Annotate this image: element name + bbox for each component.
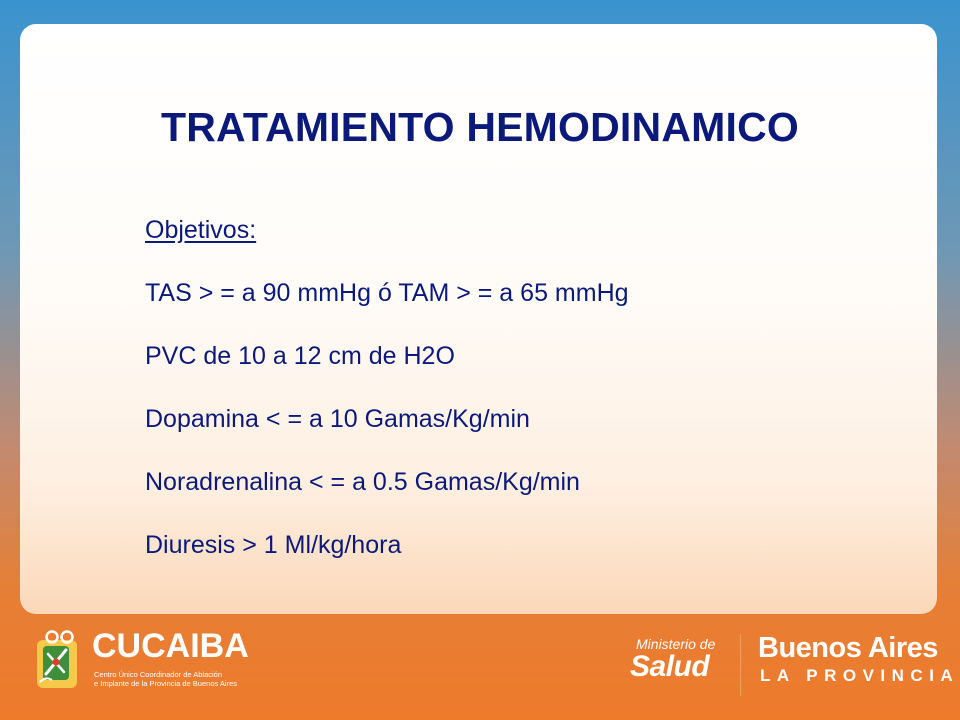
cucaiba-name: CUCAIBA [92,627,249,665]
objective-item: TAS > = a 90 mmHg ó TAM > = a 65 mmHg [145,279,629,307]
objective-item: Noradrenalina < = a 0.5 Gamas/Kg/min [145,468,580,496]
cucaiba-subtitle-line: Centro Único Coordinador de Ablación [94,670,222,679]
cucaiba-subtitle [94,670,237,688]
buenos-aires-logo: Buenos Aires [758,632,938,664]
footer-bar [0,614,960,720]
objective-item: PVC de 10 a 12 cm de H2O [145,342,455,370]
objectives-heading: Objetivos: [145,216,257,244]
slide-content [145,210,905,588]
slide-title: TRATAMIENTO HEMODINAMICO [161,104,799,150]
footer-divider [740,634,741,696]
cucaiba-subtitle-line: e Implante de la Provincia de Buenos Aires [94,679,238,688]
ministerio-label: Ministerio de [636,636,716,652]
objective-item: Diuresis > 1 Ml/kg/hora [145,531,402,559]
objective-item: Dopamina < = a 10 Gamas/Kg/min [145,405,530,433]
la-provincia-label: LA PROVINCIA [760,666,960,685]
ministerio-salud-logo: Salud [630,650,710,683]
cucaiba-logo-icon [36,630,88,690]
